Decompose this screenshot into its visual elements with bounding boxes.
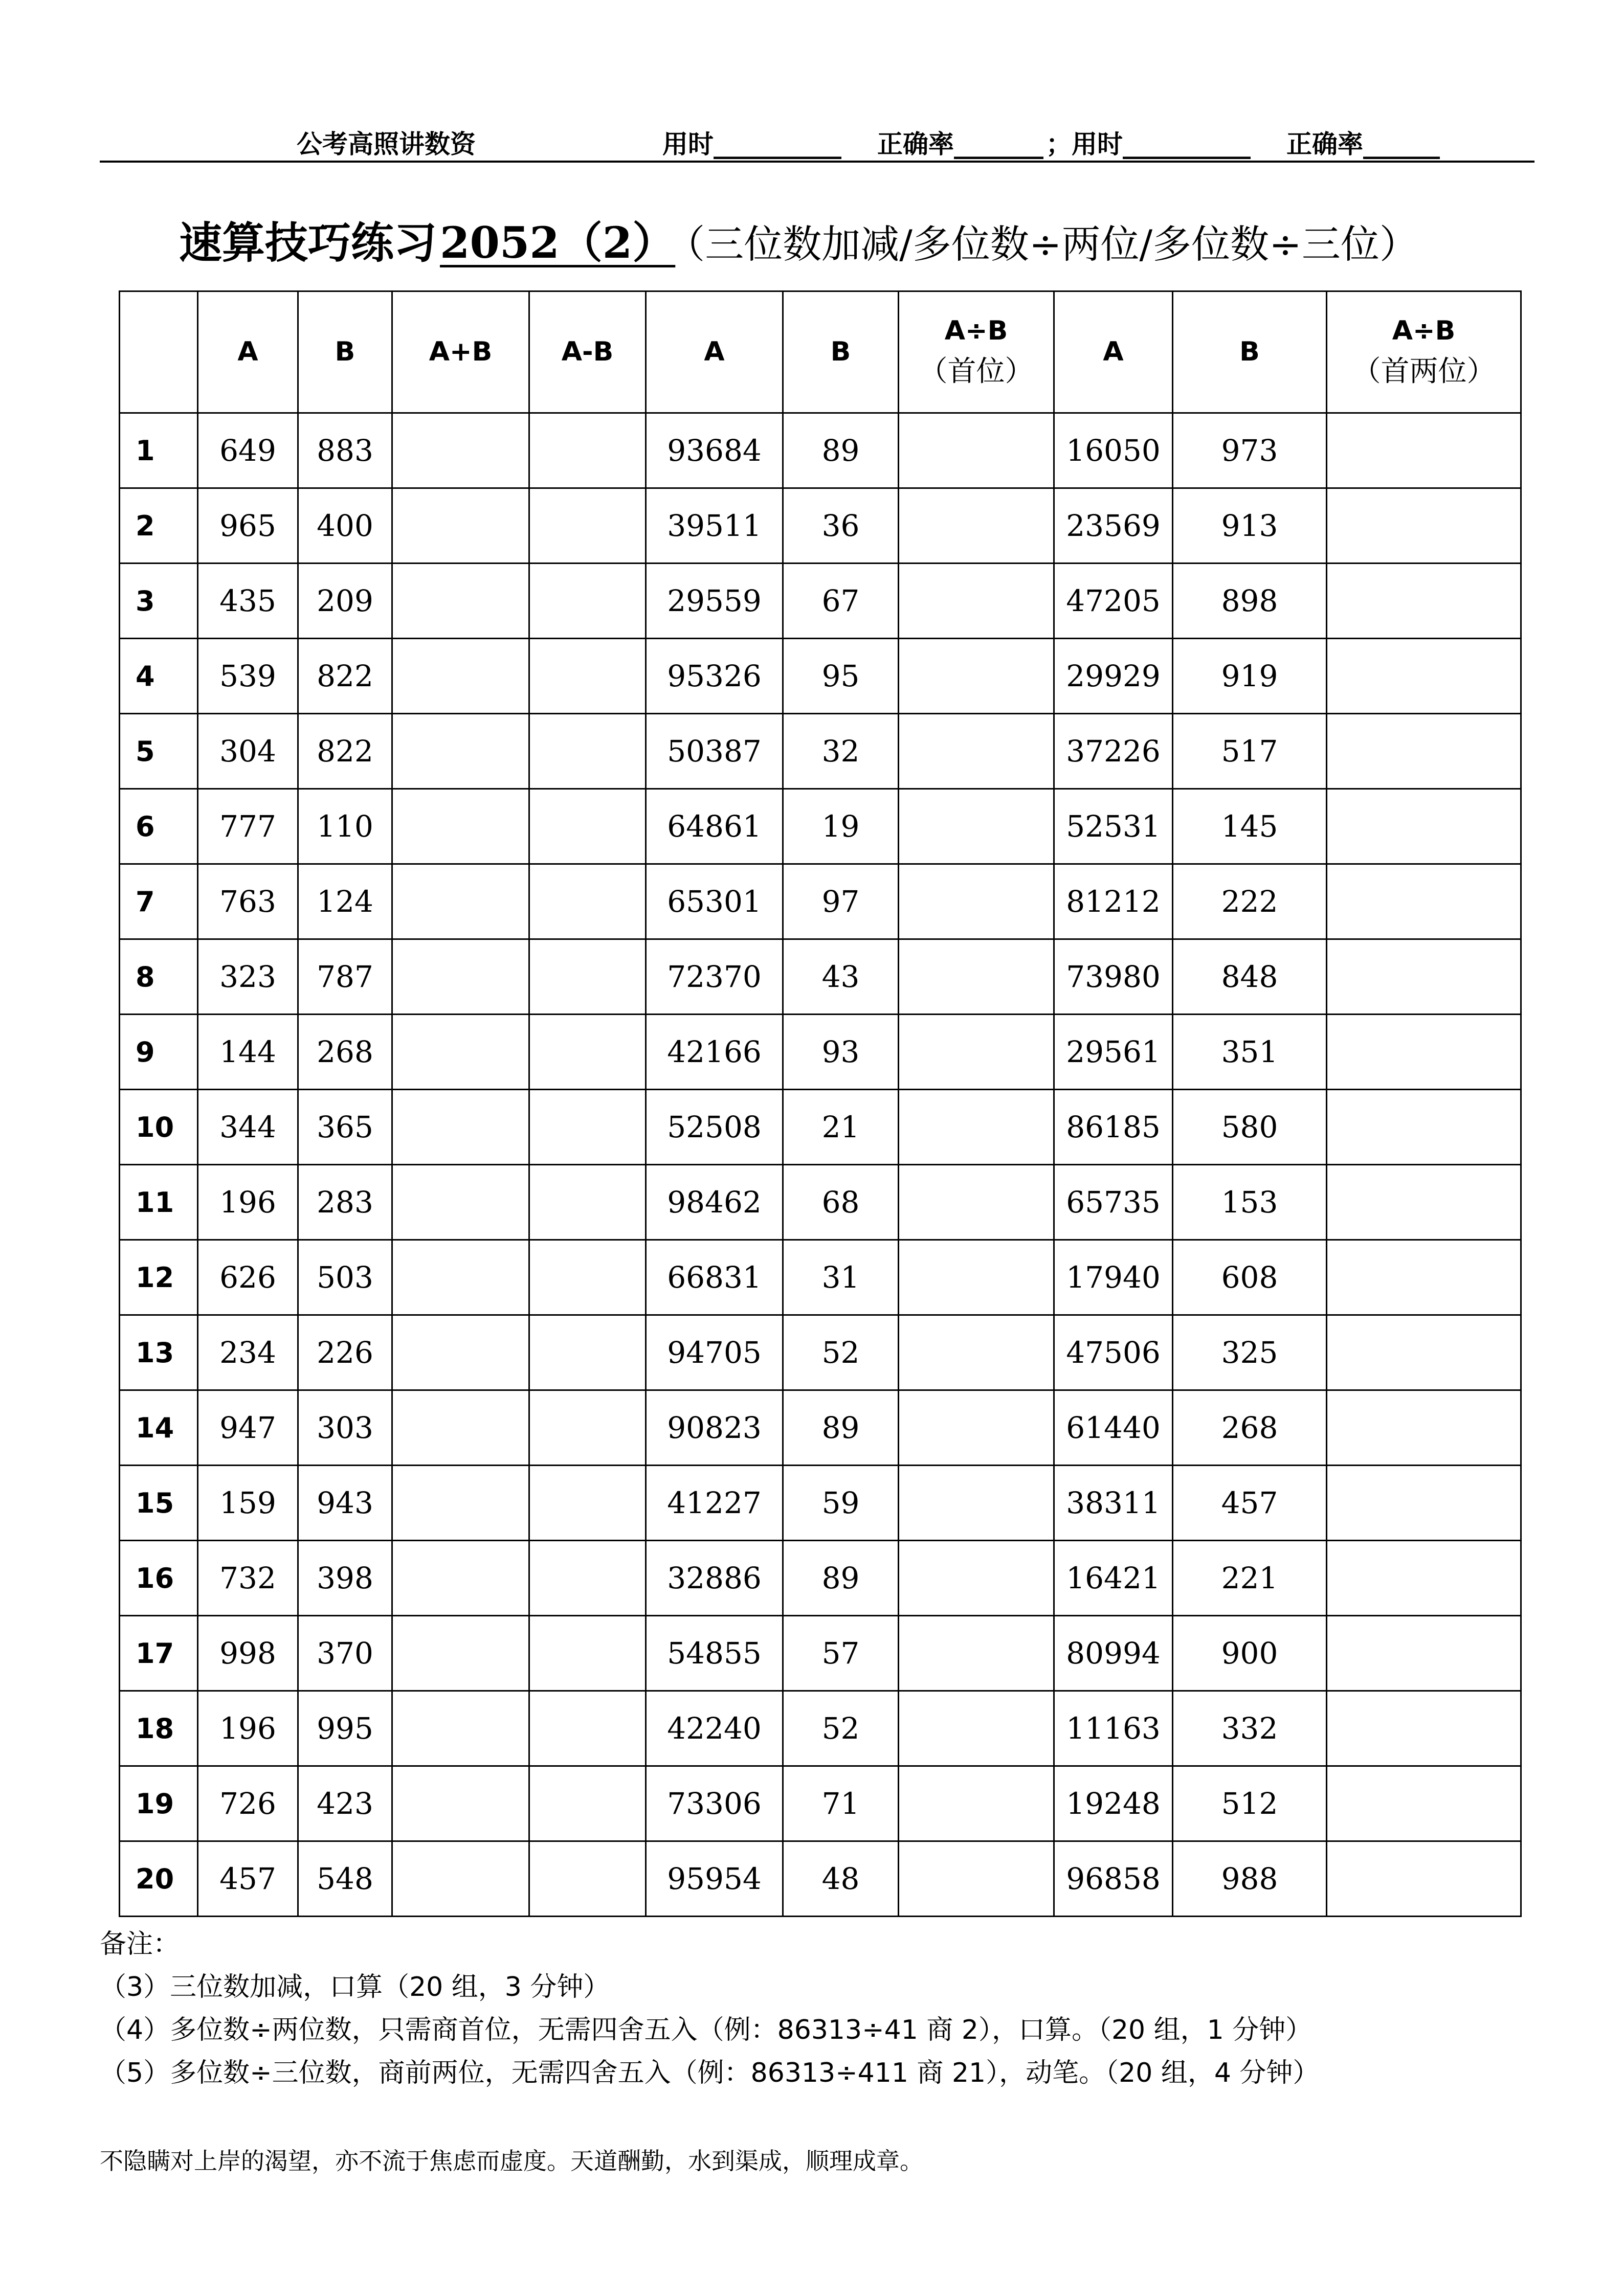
value-cell: 145 [1173, 789, 1327, 864]
row-index: 12 [120, 1240, 198, 1315]
value-cell: 988 [1173, 1841, 1327, 1917]
answer-cell[interactable] [392, 488, 529, 564]
value-cell: 457 [1173, 1466, 1327, 1541]
value-cell: 332 [1173, 1691, 1327, 1766]
column-header [298, 291, 392, 413]
column-header-note: （首位） [919, 354, 1034, 388]
answer-cell[interactable] [899, 1541, 1054, 1616]
answer-cell[interactable] [529, 714, 646, 789]
row-index: 8 [120, 939, 198, 1015]
answer-cell[interactable] [392, 1841, 529, 1917]
column-header-label: A [237, 336, 258, 367]
answer-cell[interactable] [1327, 488, 1521, 564]
value-cell: 344 [198, 1090, 298, 1165]
value-cell: 900 [1173, 1616, 1327, 1691]
value-cell: 726 [198, 1766, 298, 1841]
answer-cell[interactable] [392, 1766, 529, 1841]
column-header-note: （首两位） [1352, 354, 1496, 388]
answer-cell[interactable] [529, 639, 646, 714]
answer-cell[interactable] [1327, 1691, 1521, 1766]
answer-cell[interactable] [899, 1841, 1054, 1917]
row-index: 7 [120, 864, 198, 939]
answer-cell[interactable] [392, 1691, 529, 1766]
value-cell: 898 [1173, 564, 1327, 639]
answer-cell[interactable] [529, 1466, 646, 1541]
table-row [120, 1240, 1521, 1315]
answer-cell[interactable] [529, 564, 646, 639]
value-cell: 626 [198, 1240, 298, 1315]
column-header-label: B [830, 336, 851, 367]
value-cell: 973 [1173, 413, 1327, 488]
answer-cell[interactable] [529, 864, 646, 939]
value-cell: 89 [783, 1541, 899, 1616]
answer-cell[interactable] [392, 1315, 529, 1390]
value-cell: 325 [1173, 1315, 1327, 1390]
row-index: 15 [120, 1466, 198, 1541]
value-cell: 38311 [1054, 1466, 1173, 1541]
value-cell: 89 [783, 1390, 899, 1466]
value-cell: 42240 [646, 1691, 783, 1766]
value-cell: 19 [783, 789, 899, 864]
row-index: 13 [120, 1315, 198, 1390]
value-cell: 11163 [1054, 1691, 1173, 1766]
row-index: 17 [120, 1616, 198, 1691]
table-row [120, 1390, 1521, 1466]
column-header-label: A [1103, 336, 1124, 367]
value-cell: 965 [198, 488, 298, 564]
column-header [392, 291, 529, 413]
value-cell: 777 [198, 789, 298, 864]
column-header [646, 291, 783, 413]
column-header-label: A-B [561, 336, 614, 367]
time-field-1[interactable]: 用时__________ [662, 129, 841, 159]
table-body [120, 413, 1521, 1917]
answer-cell[interactable] [529, 1015, 646, 1090]
row-index: 14 [120, 1390, 198, 1466]
answer-cell[interactable] [899, 939, 1054, 1015]
answer-cell[interactable] [529, 1766, 646, 1841]
time-field-2[interactable]: 用时__________ [1072, 129, 1251, 159]
table-row [120, 1015, 1521, 1090]
answer-cell[interactable] [529, 1616, 646, 1691]
value-cell: 80994 [1054, 1616, 1173, 1691]
value-cell: 153 [1173, 1165, 1327, 1240]
value-cell: 50387 [646, 714, 783, 789]
value-cell: 110 [298, 789, 392, 864]
value-cell: 400 [298, 488, 392, 564]
answer-cell[interactable] [392, 1015, 529, 1090]
table-row [120, 1841, 1521, 1917]
row-index: 5 [120, 714, 198, 789]
value-cell: 68 [783, 1165, 899, 1240]
note-line-3: （3）三位数加减，口算（20 组，3 分钟） [100, 1972, 610, 2002]
answer-cell[interactable] [899, 864, 1054, 939]
answer-cell[interactable] [392, 639, 529, 714]
table-row [120, 1541, 1521, 1616]
table-row [120, 1766, 1521, 1841]
answer-cell[interactable] [899, 1090, 1054, 1165]
value-cell: 503 [298, 1240, 392, 1315]
value-cell: 72370 [646, 939, 783, 1015]
value-cell: 919 [1173, 639, 1327, 714]
answer-cell[interactable] [529, 1841, 646, 1917]
value-cell: 95954 [646, 1841, 783, 1917]
value-cell: 29929 [1054, 639, 1173, 714]
value-cell: 73306 [646, 1766, 783, 1841]
value-cell: 23569 [1054, 488, 1173, 564]
answer-cell[interactable] [392, 1090, 529, 1165]
row-index: 1 [120, 413, 198, 488]
answer-cell[interactable] [392, 864, 529, 939]
value-cell: 221 [1173, 1541, 1327, 1616]
answer-cell[interactable] [899, 1766, 1054, 1841]
column-header-label: A÷B [1392, 316, 1456, 347]
answer-cell[interactable] [1327, 1466, 1521, 1541]
value-cell: 365 [298, 1090, 392, 1165]
column-header [783, 291, 899, 413]
row-index: 2 [120, 488, 198, 564]
value-cell: 398 [298, 1541, 392, 1616]
value-cell: 52508 [646, 1090, 783, 1165]
column-header [198, 291, 298, 413]
value-cell: 61440 [1054, 1390, 1173, 1466]
answer-cell[interactable] [1327, 1766, 1521, 1841]
column-header [1054, 291, 1173, 413]
value-cell: 57 [783, 1616, 899, 1691]
value-cell: 16050 [1054, 413, 1173, 488]
answer-cell[interactable] [899, 789, 1054, 864]
value-cell: 196 [198, 1165, 298, 1240]
practice-table [119, 290, 1522, 1917]
value-cell: 98462 [646, 1165, 783, 1240]
answer-cell[interactable] [529, 1090, 646, 1165]
answer-cell[interactable] [1327, 1240, 1521, 1315]
value-cell: 517 [1173, 714, 1327, 789]
value-cell: 17940 [1054, 1240, 1173, 1315]
value-cell: 47506 [1054, 1315, 1173, 1390]
value-cell: 209 [298, 564, 392, 639]
page-header [100, 118, 1534, 159]
value-cell: 883 [298, 413, 392, 488]
value-cell: 913 [1173, 488, 1327, 564]
answer-cell[interactable] [392, 714, 529, 789]
row-index: 9 [120, 1015, 198, 1090]
value-cell: 59 [783, 1466, 899, 1541]
row-index: 3 [120, 564, 198, 639]
table-row [120, 1090, 1521, 1165]
answer-cell[interactable] [392, 413, 529, 488]
answer-cell[interactable] [1327, 564, 1521, 639]
value-cell: 457 [198, 1841, 298, 1917]
value-cell: 36 [783, 488, 899, 564]
value-cell: 283 [298, 1165, 392, 1240]
value-cell: 649 [198, 413, 298, 488]
value-cell: 196 [198, 1691, 298, 1766]
value-cell: 32886 [646, 1541, 783, 1616]
value-cell: 234 [198, 1315, 298, 1390]
answer-cell[interactable] [1327, 1841, 1521, 1917]
row-index: 6 [120, 789, 198, 864]
answer-cell[interactable] [1327, 639, 1521, 714]
value-cell: 47205 [1054, 564, 1173, 639]
column-header [899, 291, 1054, 413]
column-header-label: A÷B [944, 316, 1008, 347]
header-separator: ； [1046, 129, 1072, 159]
table-row [120, 1691, 1521, 1766]
table-row [120, 1616, 1521, 1691]
table-row [120, 864, 1521, 939]
value-cell: 732 [198, 1541, 298, 1616]
value-cell: 512 [1173, 1766, 1327, 1841]
row-index: 16 [120, 1541, 198, 1616]
answer-cell[interactable] [899, 1616, 1054, 1691]
value-cell: 42166 [646, 1015, 783, 1090]
value-cell: 159 [198, 1466, 298, 1541]
column-header [529, 291, 646, 413]
answer-cell[interactable] [392, 564, 529, 639]
answer-cell[interactable] [392, 1541, 529, 1616]
value-cell: 21 [783, 1090, 899, 1165]
answer-cell[interactable] [529, 1541, 646, 1616]
answer-cell[interactable] [1327, 1165, 1521, 1240]
answer-cell[interactable] [899, 1390, 1054, 1466]
value-cell: 86185 [1054, 1090, 1173, 1165]
value-cell: 29559 [646, 564, 783, 639]
value-cell: 41227 [646, 1466, 783, 1541]
value-cell: 763 [198, 864, 298, 939]
column-header [120, 291, 198, 413]
value-cell: 67 [783, 564, 899, 639]
value-cell: 29561 [1054, 1015, 1173, 1090]
answer-cell[interactable] [899, 714, 1054, 789]
value-cell: 351 [1173, 1015, 1327, 1090]
notes-section [100, 1923, 1319, 2095]
column-header [1173, 291, 1327, 413]
value-cell: 947 [198, 1390, 298, 1466]
answer-cell[interactable] [392, 789, 529, 864]
notes-label: 备注： [100, 1929, 180, 1960]
value-cell: 822 [298, 714, 392, 789]
value-cell: 848 [1173, 939, 1327, 1015]
value-cell: 268 [1173, 1390, 1327, 1466]
answer-cell[interactable] [899, 1315, 1054, 1390]
value-cell: 37226 [1054, 714, 1173, 789]
value-cell: 71 [783, 1766, 899, 1841]
value-cell: 64861 [646, 789, 783, 864]
value-cell: 73980 [1054, 939, 1173, 1015]
value-cell: 998 [198, 1616, 298, 1691]
answer-cell[interactable] [899, 488, 1054, 564]
value-cell: 97 [783, 864, 899, 939]
note-line-4: （4）多位数÷两位数，只需商首位，无需四舍五入（例：86313÷41 商 2），口算。（20 组，1 分钟） [100, 2015, 1312, 2045]
answer-cell[interactable] [529, 1315, 646, 1390]
answer-cell[interactable] [1327, 1090, 1521, 1165]
value-cell: 226 [298, 1315, 392, 1390]
page-title [179, 209, 1418, 270]
answer-cell[interactable] [392, 1390, 529, 1466]
value-cell: 19248 [1054, 1766, 1173, 1841]
answer-cell[interactable] [1327, 1315, 1521, 1390]
answer-cell[interactable] [392, 939, 529, 1015]
value-cell: 93684 [646, 413, 783, 488]
answer-cell[interactable] [899, 1015, 1054, 1090]
value-cell: 93 [783, 1015, 899, 1090]
value-cell: 48 [783, 1841, 899, 1917]
value-cell: 54855 [646, 1616, 783, 1691]
answer-cell[interactable] [1327, 1616, 1521, 1691]
value-cell: 144 [198, 1015, 298, 1090]
answer-cell[interactable] [1327, 789, 1521, 864]
value-cell: 370 [298, 1616, 392, 1691]
table-row [120, 1315, 1521, 1390]
table-row [120, 714, 1521, 789]
answer-cell[interactable] [899, 1240, 1054, 1315]
brand-label: 公考高照讲数资 [297, 129, 476, 159]
value-cell: 539 [198, 639, 298, 714]
answer-cell[interactable] [899, 413, 1054, 488]
table-row [120, 413, 1521, 488]
row-index: 19 [120, 1766, 198, 1841]
table-row [120, 488, 1521, 564]
answer-cell[interactable] [899, 639, 1054, 714]
answer-cell[interactable] [529, 413, 646, 488]
answer-cell[interactable] [392, 1616, 529, 1691]
row-index: 10 [120, 1090, 198, 1165]
table-header-row [120, 291, 1521, 413]
answer-cell[interactable] [392, 1165, 529, 1240]
answer-cell[interactable] [529, 939, 646, 1015]
value-cell: 303 [298, 1390, 392, 1466]
table-row [120, 939, 1521, 1015]
value-cell: 995 [298, 1691, 392, 1766]
value-cell: 323 [198, 939, 298, 1015]
value-cell: 548 [298, 1841, 392, 1917]
answer-cell[interactable] [899, 564, 1054, 639]
column-header-label: A+B [429, 336, 493, 367]
value-cell: 96858 [1054, 1841, 1173, 1917]
value-cell: 81212 [1054, 864, 1173, 939]
table-row [120, 1466, 1521, 1541]
value-cell: 16421 [1054, 1541, 1173, 1616]
value-cell: 268 [298, 1015, 392, 1090]
row-index: 20 [120, 1841, 198, 1917]
value-cell: 95 [783, 639, 899, 714]
column-header-label: B [1239, 336, 1260, 367]
value-cell: 52 [783, 1315, 899, 1390]
answer-cell[interactable] [1327, 714, 1521, 789]
table-row [120, 639, 1521, 714]
table-row [120, 789, 1521, 864]
value-cell: 423 [298, 1766, 392, 1841]
answer-cell[interactable] [1327, 864, 1521, 939]
value-cell: 94705 [646, 1315, 783, 1390]
answer-cell[interactable] [529, 789, 646, 864]
value-cell: 31 [783, 1240, 899, 1315]
value-cell: 66831 [646, 1240, 783, 1315]
value-cell: 435 [198, 564, 298, 639]
title-subtitle: （三位数加减/多位数÷两位/多位数÷三位） [685, 221, 1418, 267]
value-cell: 222 [1173, 864, 1327, 939]
value-cell: 32 [783, 714, 899, 789]
column-header-label: B [335, 336, 355, 367]
answer-cell[interactable] [1327, 1015, 1521, 1090]
answer-cell[interactable] [899, 1691, 1054, 1766]
value-cell: 65301 [646, 864, 783, 939]
value-cell: 608 [1173, 1240, 1327, 1315]
answer-cell[interactable] [529, 1165, 646, 1240]
row-index: 11 [120, 1165, 198, 1240]
answer-cell[interactable] [529, 488, 646, 564]
answer-cell[interactable] [899, 1466, 1054, 1541]
value-cell: 304 [198, 714, 298, 789]
accuracy-field-1[interactable]: 正确率_______ [877, 129, 1043, 159]
value-cell: 95326 [646, 639, 783, 714]
answer-cell[interactable] [1327, 413, 1521, 488]
accuracy-field-2[interactable]: 正确率______ [1286, 129, 1440, 159]
value-cell: 822 [298, 639, 392, 714]
answer-cell[interactable] [392, 1240, 529, 1315]
column-header-label: A [704, 336, 725, 367]
row-index: 4 [120, 639, 198, 714]
answer-cell[interactable] [899, 1165, 1054, 1240]
table-row [120, 564, 1521, 639]
value-cell: 39511 [646, 488, 783, 564]
footer-motto: 不隐瞒对上岸的渴望，亦不流于焦虑而虚度。天道酬勤，水到渠成，顺理成章。 [100, 2147, 923, 2175]
column-header [1327, 291, 1521, 413]
answer-cell[interactable] [392, 1466, 529, 1541]
answer-cell[interactable] [529, 1240, 646, 1315]
value-cell: 787 [298, 939, 392, 1015]
value-cell: 52 [783, 1691, 899, 1766]
value-cell: 65735 [1054, 1165, 1173, 1240]
title-number: 2052（2） [440, 217, 676, 268]
answer-cell[interactable] [529, 1691, 646, 1766]
note-line-5: （5）多位数÷三位数，商前两位，无需四舍五入（例：86313÷411 商 21），动笔。（20 组，4 分钟） [100, 2058, 1320, 2088]
value-cell: 580 [1173, 1090, 1327, 1165]
answer-cell[interactable] [1327, 1390, 1521, 1466]
table-row [120, 1165, 1521, 1240]
header-rule [100, 161, 1534, 163]
row-index: 18 [120, 1691, 198, 1766]
answer-cell[interactable] [1327, 1541, 1521, 1616]
value-cell: 89 [783, 413, 899, 488]
answer-cell[interactable] [529, 1390, 646, 1466]
value-cell: 124 [298, 864, 392, 939]
value-cell: 943 [298, 1466, 392, 1541]
value-cell: 43 [783, 939, 899, 1015]
value-cell: 90823 [646, 1390, 783, 1466]
answer-cell[interactable] [1327, 939, 1521, 1015]
value-cell: 52531 [1054, 789, 1173, 864]
title-main: 速算技巧练习 [179, 217, 437, 268]
